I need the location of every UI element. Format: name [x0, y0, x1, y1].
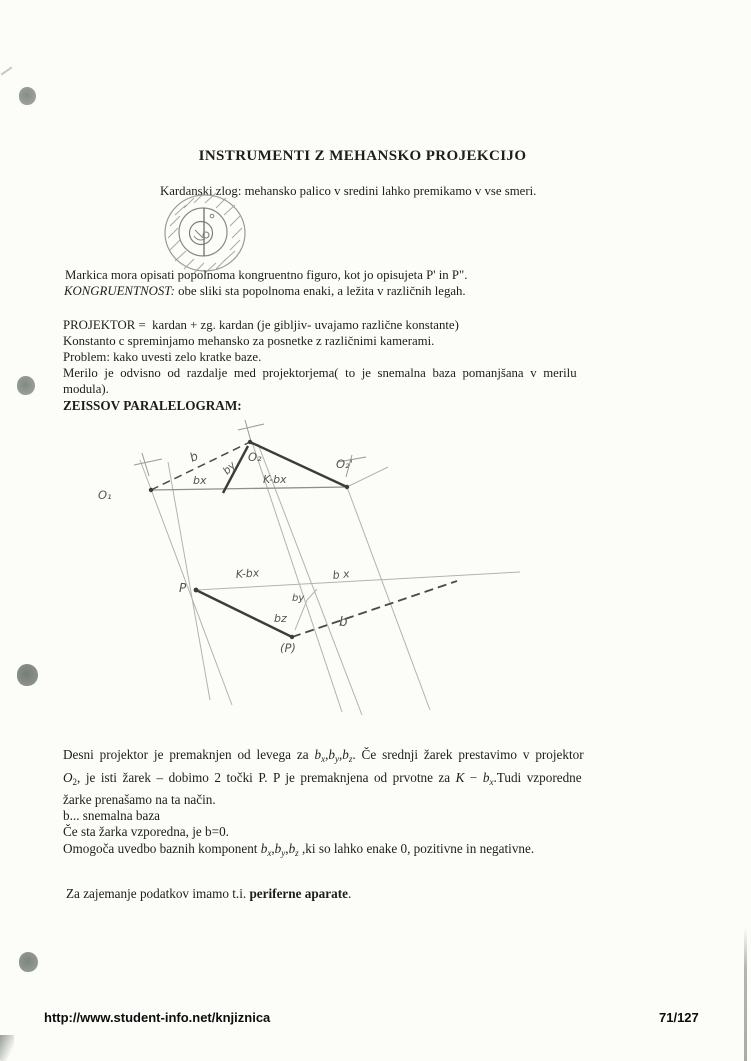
- term-kongruentnost: KONGRUENTNOST:: [64, 284, 175, 298]
- heading-zeissov-paralelogram: ZEISSOV PARALELOGRAM:: [63, 398, 242, 413]
- label-p-moved: (P): [280, 641, 296, 655]
- label-kbx-bottom: K-bx: [235, 566, 260, 581]
- zeiss-parallelogram-diagram: [80, 415, 560, 735]
- label-o2-prime: O₂': [336, 457, 353, 471]
- right-edge-shadow: [744, 928, 747, 1061]
- bold-links: [196, 442, 347, 637]
- label-o1: O₁: [98, 488, 112, 502]
- punch-hole-4: [19, 952, 38, 972]
- label-b-bottom: b: [339, 614, 348, 630]
- label-by-bottom: by: [292, 593, 305, 604]
- paragraph-snemalna-baza: b... snemalna baza: [63, 808, 161, 823]
- paragraph-problem: Problem: kako uvesti zelo kratke baze.: [63, 350, 262, 364]
- vertex-points: [149, 440, 349, 639]
- footer-page-number: 71/127: [659, 1010, 699, 1025]
- label-by-top: by: [220, 459, 239, 478]
- base-line-top: [151, 487, 347, 490]
- desni-text-1: Desni projektor je premaknjen od levega za: [63, 747, 315, 762]
- paragraph-zajemanje: Za zajemanje podatkov imamo t.i. periferne aparate.: [66, 886, 352, 901]
- middle-ring: [179, 208, 227, 256]
- label-bx-bottom: b x: [331, 567, 351, 582]
- label-kbx-top: K-bx: [263, 473, 287, 486]
- paragraph-desni-line2: $O_2$, je isti žarek – dobimo 2 točki P. P je premaknjena od prvotne za $K - b_x.Tudi$ vzporedne: [63, 770, 582, 787]
- label-bx-top: bx: [193, 474, 207, 487]
- cardan-joint-sketch: [160, 192, 270, 277]
- paragraph-vzporedna: Če sta žarka vzporedna, je b=0.: [63, 824, 229, 839]
- omogoca-text-2: ,ki so lahko enake 0, pozitivne in negativne.: [301, 841, 535, 856]
- desni-text-4: .Tudi vzporedne: [493, 770, 582, 785]
- page-title: INSTRUMENTI Z MEHANSKO PROJEKCIJO: [198, 148, 527, 164]
- punch-hole-1: [19, 87, 36, 105]
- paragraph-omogoca: Omogoča uvedbo baznih komponent $b_x,b_y,b_z$ ,ki so lahko enake 0, pozitivne in negativne.: [63, 841, 535, 858]
- paragraph-kardanski-zlog: Kardanski zlog: mehansko palico v sredini lahko premikamo v vse smeri.: [160, 184, 537, 198]
- desni-text-3: , je isti žarek – dobimo 2 točki P. P je premaknjena od prvotne za: [77, 770, 456, 785]
- desni-text-2: . Če srednji žarek prestavimo v projektor: [352, 747, 584, 762]
- paragraph-desni-line1: Desni projektor je premaknjen od levega za $b_x,b_y,b_z$. Če srednji žarek prestavimo v projektor: [63, 747, 584, 764]
- label-bz-bottom: bz: [274, 612, 287, 625]
- top-left-speck: [1, 66, 13, 75]
- kongruentnost-definition: obe sliki sta popolnoma enaki, a ležita v različnih legah.: [174, 284, 466, 298]
- paragraph-markica: Markica mora opisati popolnoma kongruentno figuro, kot jo opisujeta P' in P".: [65, 268, 468, 282]
- footer-source-url: http://www.student-info.net/knjiznica: [44, 1010, 271, 1025]
- bottom-left-shadow: [0, 1035, 14, 1061]
- paragraph-merilo-1: Merilo je odvisno od razdalje med projektorjema( to je snemalna baza pomanjšana v merilu: [63, 366, 577, 380]
- term-periferne-aparate: periferne aparate: [249, 886, 348, 901]
- paragraph-merilo-2: modula).: [63, 382, 109, 396]
- punch-hole-3: [17, 664, 38, 686]
- label-o2: O₂: [248, 450, 262, 464]
- label-p: P: [179, 581, 187, 595]
- zajemanje-text: Za zajemanje podatkov imamo t.i.: [66, 886, 250, 901]
- omogoca-text-1: Omogoča uvedbo baznih komponent: [63, 841, 261, 856]
- punch-hole-2: [17, 376, 35, 395]
- label-b-top: b: [187, 448, 201, 465]
- paragraph-kongruentnost: [64, 284, 466, 299]
- paragraph-projektor: PROJEKTOR = kardan + zg. kardan (je gibljiv- uvajamo različne konstante): [63, 318, 459, 332]
- paragraph-desni-line3: žarke prenašamo na ta način.: [63, 792, 216, 807]
- paragraph-konstanto: Konstanto c spreminjamo mehansko za posnetke z različnimi kamerami.: [63, 334, 435, 348]
